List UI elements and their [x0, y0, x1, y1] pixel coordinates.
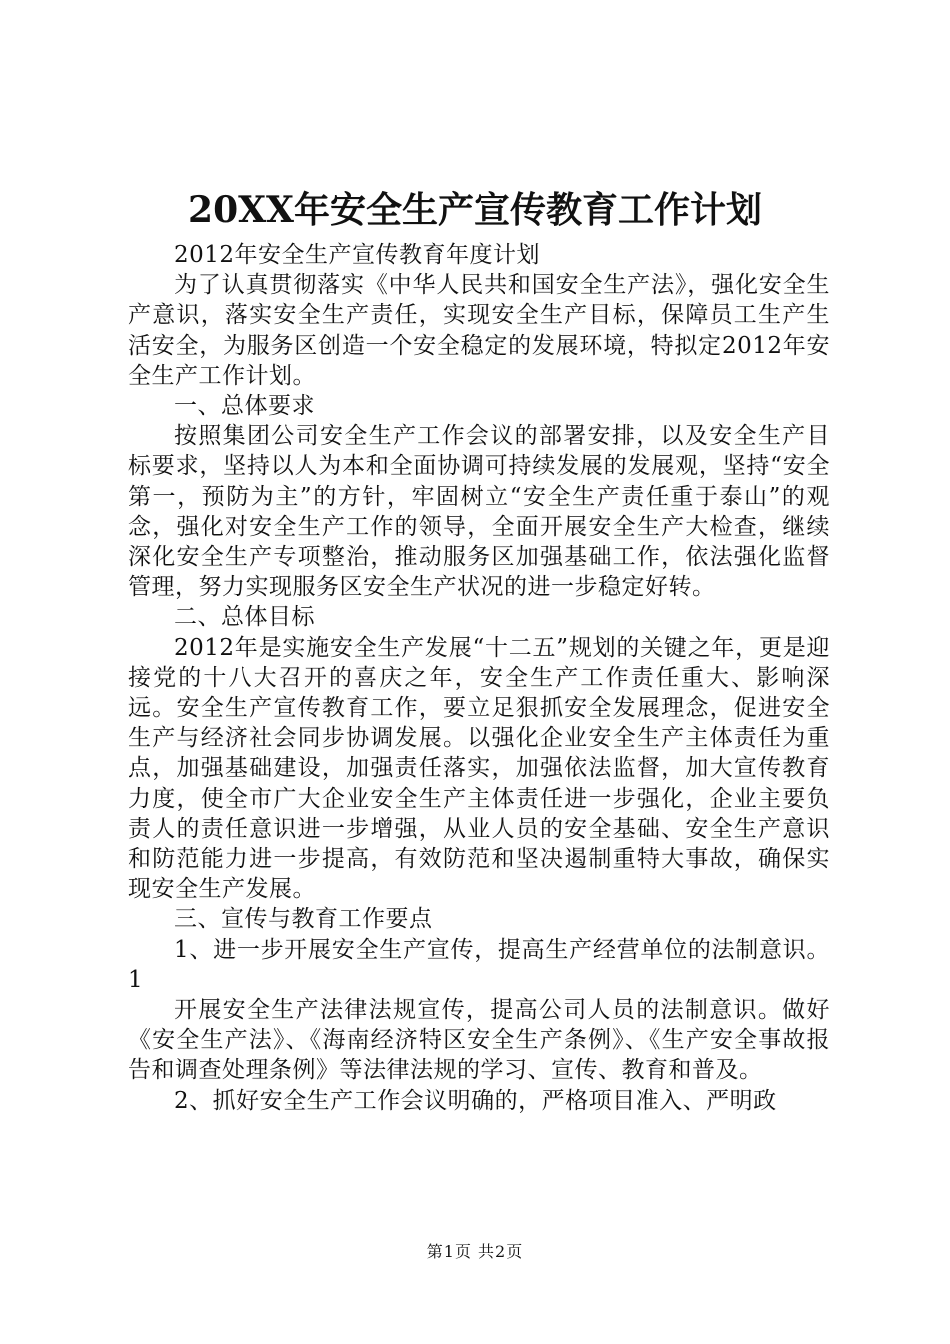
general-requirements-paragraph: 按照集团公司安全生产工作会议的部署安排，以及安全生产目标要求，坚持以人为本和全面协调可持续发展的发展观，坚持“安全第一，预防为主”的方针，牢固树立“安全生产责任重于泰山”的观念，强化对安全生产工作的领导，全面开展安全生产大检查，继续深化安全生产专项整治，推动服务区加强基础工作，依法强化监督管理，努力实现服务区安全生产状况的进一步稳定好转。: [128, 423, 830, 601]
subtitle-paragraph: 2012年安全生产宣传教育年度计划: [174, 242, 541, 268]
page-footer: 第1页 共2页: [426, 1242, 524, 1261]
key-point-1-paragraph: 1、进一步开展安全生产宣传，提高生产经营单位的法制意识。1: [128, 936, 830, 993]
key-point-2-paragraph: 2、抓好安全生产工作会议明确的，严格项目准入、严明政: [174, 1087, 777, 1114]
section-heading-general-goals: 二、总体目标: [174, 604, 315, 631]
intro-paragraph: 为了认真贯彻落实《中华人民共和国安全生产法》，强化安全生产意识，落实安全生产责任，实现安全生产目标，保障员工生产生活安全，为服务区创造一个安全稳定的发展环境，特拟定2012年安全生产工作计划。: [128, 272, 830, 389]
general-goals-paragraph: 2012年是实施安全生产发展“十二五”规划的关键之年，更是迎接党的十八大召开的喜庆之年，安全生产工作责任重大、影响深远。安全生产宣传教育工作，要立足狠抓安全发展理念，促进安全生产与经济社会同步协调发展。以强化企业安全生产主体责任为重点，加强基础建设，加强责任落实，加强依法监督，加大宣传教育力度，使全市广大企业安全生产主体责任进一步强化，企业主要负责人的责任意识进一步增强，从业人员的安全基础、安全生产意识和防范能力进一步提高，有效防范和坚决遏制重特大事故，确保实现安全生产发展。: [128, 634, 830, 903]
legal-awareness-paragraph: 开展安全生产法律法规宣传，提高公司人员的法制意识。做好《安全生产法》、《海南经济特区安全生产条例》、《生产安全事故报告和调查处理条例》等法律法规的学习、宣传、教育和普及。: [128, 997, 830, 1084]
section-heading-key-points: 三、宣传与教育工作要点: [174, 906, 433, 933]
section-heading-general-requirements: 一、总体要求: [174, 393, 315, 420]
document-body: [128, 240, 830, 1116]
document-title: 20XX年安全生产宣传教育工作计划: [188, 189, 762, 231]
